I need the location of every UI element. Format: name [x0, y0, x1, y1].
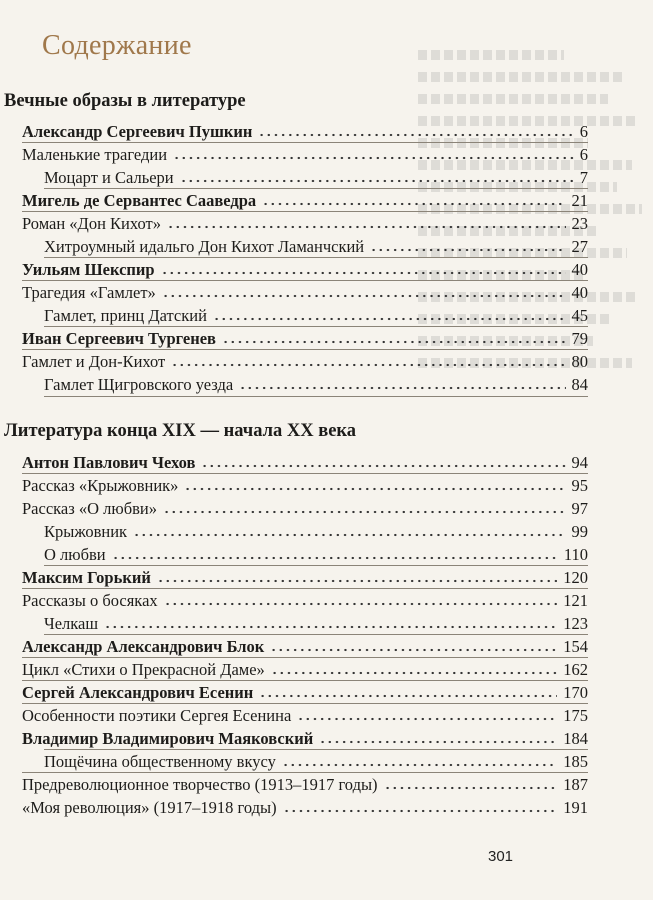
leader-dots: [162, 294, 566, 298]
toc-entry[interactable]: [0, 727, 588, 750]
divider: [44, 634, 588, 635]
toc-entry[interactable]: [0, 566, 588, 589]
toc-entry[interactable]: [0, 258, 588, 281]
leader-dots: [282, 763, 557, 767]
entry-page: 6: [579, 145, 588, 164]
leader-dots: [297, 717, 557, 721]
entry-page: 6: [579, 122, 588, 141]
entry-title: Иван Сергеевич Тургенев: [22, 329, 216, 348]
leader-dots: [270, 648, 557, 652]
leader-dots: [319, 740, 557, 744]
page-number: 301: [488, 848, 514, 865]
leader-dots: [262, 202, 565, 206]
leader-dots: [222, 340, 566, 344]
leader-dots: [213, 317, 566, 321]
toc-entry[interactable]: [0, 451, 588, 474]
entry-page: 79: [571, 329, 588, 348]
entry-page: 185: [563, 752, 588, 771]
entry-title: Уильям Шекспир: [22, 260, 155, 279]
leader-dots: [370, 248, 565, 252]
toc-entry[interactable]: [0, 281, 588, 304]
toc-entry[interactable]: [0, 474, 588, 497]
entry-title: Гамлет, принц Датский: [44, 306, 207, 325]
entry-page: 175: [563, 706, 588, 725]
entry-title: Антон Павлович Чехов: [22, 453, 196, 472]
entry-page: 7: [579, 168, 588, 187]
entry-page: 21: [571, 191, 588, 210]
entry-title: О любви: [44, 545, 106, 564]
entry-page: 170: [563, 683, 588, 702]
divider: [44, 396, 588, 397]
entry-title: «Моя революция» (1917–1918 годы): [22, 798, 277, 817]
entry-page: 99: [571, 522, 588, 541]
entry-page: 123: [563, 614, 588, 633]
leader-dots: [283, 809, 558, 813]
leader-dots: [157, 579, 557, 583]
entry-page: 184: [563, 729, 588, 748]
toc-entry[interactable]: [0, 635, 588, 658]
toc-entry[interactable]: [0, 189, 588, 212]
toc-entry[interactable]: [0, 120, 588, 143]
toc-entry[interactable]: [0, 589, 588, 612]
entry-title: Александр Сергеевич Пушкин: [22, 122, 253, 141]
divider: [22, 680, 588, 681]
toc-entry[interactable]: [0, 658, 588, 681]
entry-title: Сергей Александрович Есенин: [22, 683, 254, 702]
divider: [44, 326, 588, 327]
entry-page: 110: [563, 545, 588, 564]
divider: [44, 257, 588, 258]
leader-dots: [239, 386, 565, 390]
leader-dots: [184, 487, 565, 491]
toc-entry[interactable]: [0, 235, 588, 258]
divider: [22, 280, 588, 281]
entry-title: Моцарт и Сальери: [44, 168, 174, 187]
leader-dots: [112, 556, 558, 560]
entry-page: 120: [563, 568, 588, 587]
page-title: Содержание: [42, 30, 192, 61]
divider: [22, 211, 588, 212]
section-heading-late-19th-early-20th: Литература конца XIX — начала XX века: [4, 420, 412, 442]
entry-page: 40: [571, 283, 588, 302]
divider: [22, 473, 588, 474]
toc-entry[interactable]: [0, 796, 588, 819]
entry-title: Цикл «Стихи о Прекрасной Даме»: [22, 660, 265, 679]
toc-entry[interactable]: [0, 773, 588, 796]
toc-entry[interactable]: [0, 327, 588, 350]
entry-page: 121: [563, 591, 588, 610]
leader-dots: [201, 464, 565, 468]
leader-dots: [271, 671, 557, 675]
divider: [22, 349, 588, 350]
entry-title: Мигель де Сервантес Сааведра: [22, 191, 257, 210]
leader-dots: [259, 694, 557, 698]
entry-title: Гамлет и Дон-Кихот: [22, 352, 166, 371]
leader-dots: [104, 625, 557, 629]
entry-page: 84: [571, 375, 588, 394]
divider: [22, 703, 588, 704]
divider: [44, 749, 588, 750]
entry-page: 27: [571, 237, 588, 256]
toc-entry[interactable]: [0, 166, 588, 189]
toc-entry[interactable]: [0, 373, 588, 396]
toc-entry[interactable]: [0, 212, 588, 235]
entry-page: 94: [571, 453, 588, 472]
divider: [22, 657, 588, 658]
toc-entry[interactable]: [0, 681, 588, 704]
leader-dots: [133, 533, 565, 537]
toc-entry[interactable]: [0, 750, 588, 773]
entry-title: Челкаш: [44, 614, 99, 633]
entry-page: 154: [563, 637, 588, 656]
leader-dots: [173, 156, 574, 160]
toc-entry[interactable]: [0, 350, 588, 373]
entry-title: Хитроумный идальго Дон Кихот Ламанчский: [44, 237, 365, 256]
divider: [22, 772, 588, 773]
entry-title: Рассказ «О любви»: [22, 499, 157, 518]
toc-entry[interactable]: [0, 704, 588, 727]
toc-entry[interactable]: [0, 520, 588, 543]
divider: [22, 588, 588, 589]
entry-page: 23: [571, 214, 588, 233]
entry-title: Пощёчина общественному вкусу: [44, 752, 276, 771]
entry-title: Предреволюционное творчество (1913–1917 годы): [22, 775, 378, 794]
entry-title: Крыжовник: [44, 522, 128, 541]
entry-page: 187: [563, 775, 588, 794]
entry-page: 45: [571, 306, 588, 325]
leader-dots: [258, 133, 573, 137]
entry-title: Маленькие трагедии: [22, 145, 168, 164]
entry-title: Гамлет Щигровского уезда: [44, 375, 234, 394]
divider: [44, 188, 588, 189]
divider: [44, 565, 588, 566]
entry-page: 80: [571, 352, 588, 371]
toc-entry[interactable]: [0, 497, 588, 520]
entry-page: 97: [571, 499, 588, 518]
leader-dots: [164, 602, 558, 606]
leader-dots: [384, 786, 558, 790]
entry-title: Роман «Дон Кихот»: [22, 214, 161, 233]
entry-page: 191: [563, 798, 588, 817]
entry-page: 162: [563, 660, 588, 679]
entry-title: Трагедия «Гамлет»: [22, 283, 156, 302]
toc-entry[interactable]: [0, 304, 588, 327]
entry-page: 40: [571, 260, 588, 279]
entry-title: Особенности поэтики Сергея Есенина: [22, 706, 292, 725]
divider: [22, 142, 588, 143]
toc-entry[interactable]: [0, 543, 588, 566]
leader-dots: [167, 225, 566, 229]
leader-dots: [161, 271, 566, 275]
entry-title: Александр Александрович Блок: [22, 637, 265, 656]
entry-title: Максим Горький: [22, 568, 151, 587]
leader-dots: [163, 510, 566, 514]
entry-title: Рассказы о босяках: [22, 591, 158, 610]
leader-dots: [171, 363, 565, 367]
entry-title: Владимир Владимирович Маяковский: [22, 729, 314, 748]
leader-dots: [180, 179, 574, 183]
toc-entry[interactable]: [0, 612, 588, 635]
entry-title: Рассказ «Крыжовник»: [22, 476, 179, 495]
section-heading-eternal-images: Вечные образы в литературе: [4, 90, 412, 112]
entry-page: 95: [571, 476, 588, 495]
toc-entry[interactable]: [0, 143, 588, 166]
